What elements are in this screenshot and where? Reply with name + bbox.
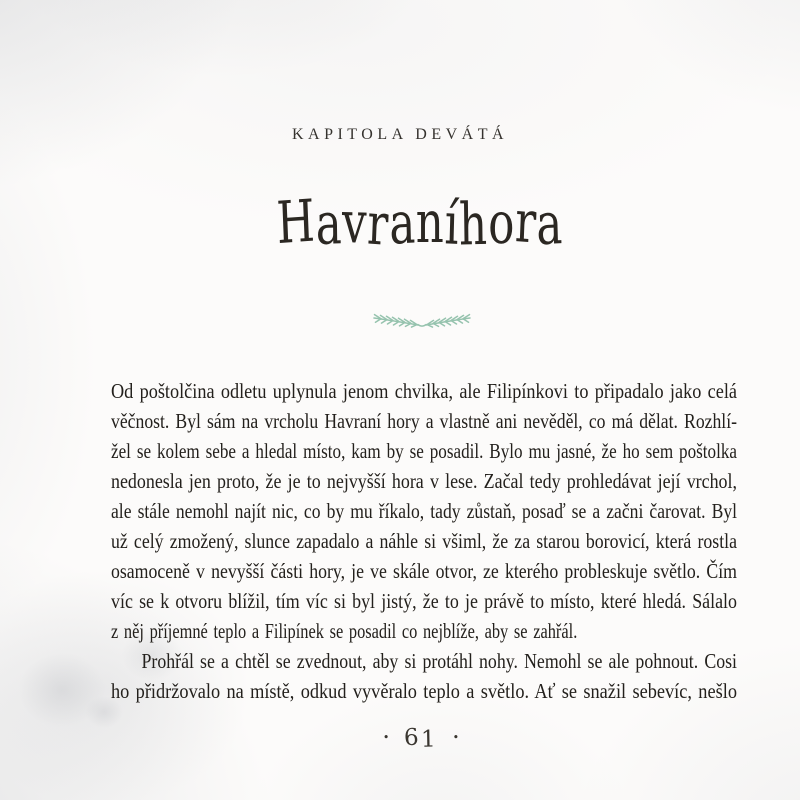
page-number-dot-left: • xyxy=(382,731,390,744)
text-line: už celý zmožený, slunce zapadalo a náhle si všiml, že za starou borovicí, která rostla xyxy=(111,529,737,553)
page-number-dot-right: • xyxy=(452,731,460,744)
page-number-value: 61 xyxy=(403,724,438,753)
text-line: nedonesla jen proto, že je to nejvyšší hora v lese. Začal tedy prohledávat její vrchol, xyxy=(111,469,737,493)
text-line: Od poštolčina odletu uplynula jenom chvilka, ale Filipínkovi to připadalo jako celá xyxy=(111,379,737,403)
body-text xyxy=(111,376,737,706)
text-line: osamoceně v nevyšší části hory, je ve skále otvor, ze kterého probleskuje světlo. Čím xyxy=(111,559,737,583)
text-line: ho přidržovalo na místě, odkud vyvěralo teplo a světlo. Ať se snažil sebevíc, nešlo xyxy=(111,679,737,703)
leaf-ornament-icon xyxy=(44,312,800,333)
text-line: ale stále nemohl najít nic, co by mu říkalo, tady zůstaň, posaď se a začni čarovat. Byl xyxy=(111,499,737,523)
text-line: Prohřál se a chtěl se zvednout, aby si protáhl nohy. Nemohl se ale pohnout. Cosi xyxy=(141,649,738,673)
page-number xyxy=(42,726,800,752)
text-line: z něj příjemné teplo a Filipínek se posadil co nejblíže, aby se zahřál. xyxy=(111,619,578,643)
text-line: žel se kolem sebe a hledal místo, kam by se posadil. Bylo mu jasné, že ho sem poštolka xyxy=(111,439,737,463)
chapter-title: Havraníhora xyxy=(275,186,565,259)
chapter-kicker: KAPITOLA DEVÁTÁ xyxy=(291,126,509,143)
text-line: věčnost. Byl sám na vrcholu Havraní hory a vlastně ani nevěděl, co má dělat. Rozhlí- xyxy=(111,409,737,433)
text-line: víc se k otvoru blížil, tím víc si byl jistý, že to je právě to místo, které hledá. Sálalo xyxy=(111,589,737,613)
leaf-ornament-paths xyxy=(374,315,470,328)
